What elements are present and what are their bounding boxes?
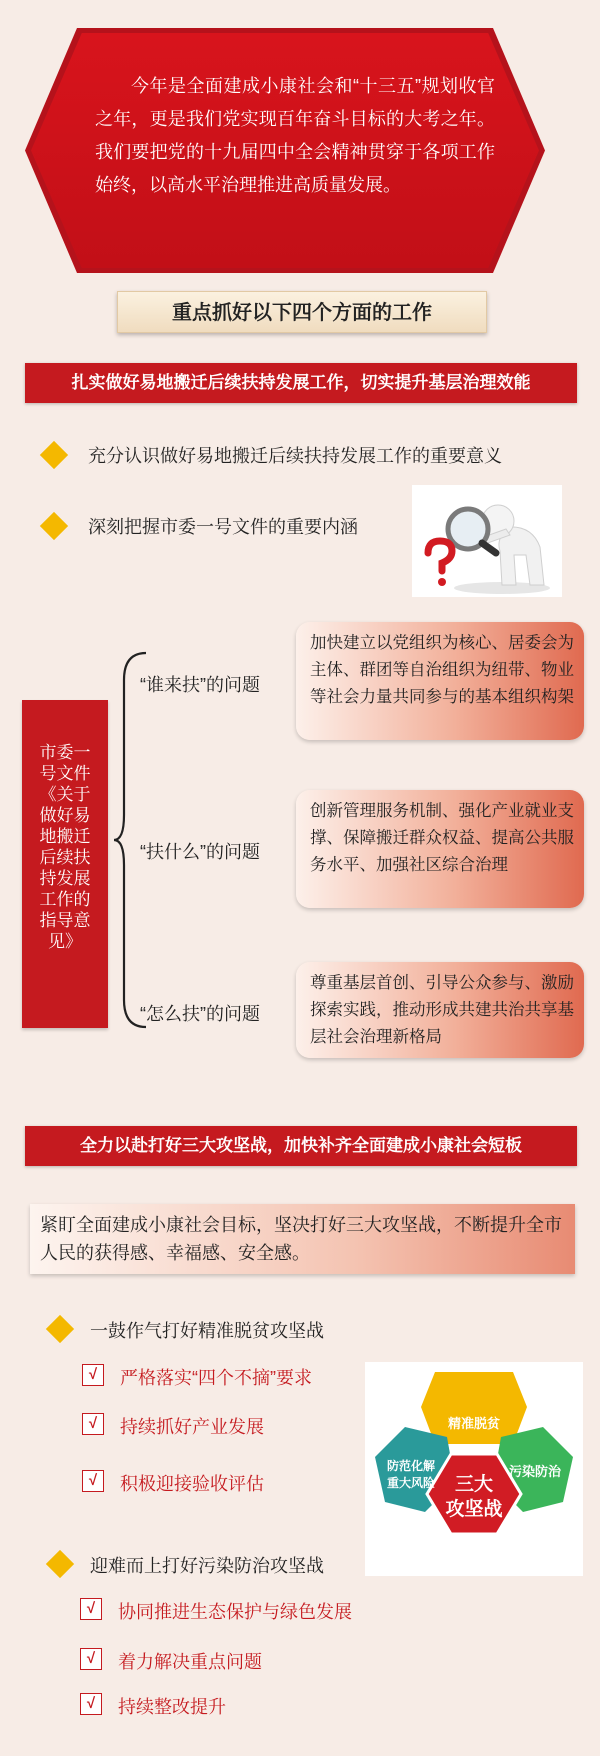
battle2-check-3: 持续整改提升 (118, 1697, 226, 1717)
section1-item-1: 充分认识做好易地搬迁后续扶持发展工作的重要意义 (88, 446, 502, 466)
section2-title: 全力以赴打好三大攻坚战，加快补齐全面建成小康社会短板 (25, 1126, 577, 1166)
diamond-bullet-icon (46, 1550, 74, 1578)
battle1-title: 一鼓作气打好精准脱贫攻坚战 (90, 1321, 324, 1341)
goal-text: 紧盯全面建成小康社会目标，坚决打好三大攻坚战，不断提升全市人民的获得感、幸福感、安全感。 (30, 1204, 575, 1274)
focus-title: 重点抓好以下四个方面的工作 (117, 291, 487, 333)
answer-what: 创新管理服务机制、强化产业就业支撑、保障搬迁群众权益、提高公共服务水平、加强社区综合治理 (296, 790, 584, 908)
checkbox-icon: √ (82, 1364, 104, 1386)
diamond-bullet-icon (40, 441, 68, 469)
battle-left-label: 防范化解 (386, 1459, 436, 1473)
battle1-check-3: 积极迎接验收评估 (120, 1474, 264, 1494)
checkbox-icon: √ (80, 1648, 102, 1670)
diamond-bullet-icon (46, 1315, 74, 1343)
section1-item-2: 深刻把握市委一号文件的重要内涵 (88, 517, 358, 537)
question-how: “怎么扶”的问题 (140, 1004, 260, 1024)
checkbox-icon: √ (80, 1693, 102, 1715)
question-what: “扶什么”的问题 (140, 842, 260, 862)
battle2-check-1: 协同推进生态保护与绿色发展 (118, 1602, 352, 1622)
battle-left-label-2: 重大风险 (386, 1476, 436, 1490)
battle-right-label: 污染防治 (508, 1465, 562, 1480)
battle2-title: 迎难而上打好污染防治攻坚战 (90, 1556, 324, 1576)
checkbox-icon: √ (80, 1598, 102, 1620)
battle-center-label-2: 攻坚战 (445, 1498, 503, 1520)
battle-center-label: 三大 (454, 1473, 494, 1495)
battle-top-label: 精准脱贫 (447, 1417, 501, 1432)
checkbox-icon: √ (82, 1413, 104, 1435)
intro-text: 今年是全面建成小康社会和“十三五”规划收官之年，更是我们党实现百年奋斗目标的大考之年。我们要把党的十九届四中全会精神贯穿于各项工作始终，以高水平治理推进高质量发展。 (95, 76, 495, 195)
section1-title: 扎实做好易地搬迁后续扶持发展工作，切实提升基层治理效能 (25, 363, 577, 403)
magnifier-question-icon (412, 485, 562, 597)
question-who: “谁来扶”的问题 (140, 675, 260, 695)
battle-top-shape (421, 1372, 527, 1444)
battle2-check-2: 着力解决重点问题 (118, 1652, 262, 1672)
answer-how: 尊重基层首创、引导公众参与、激励探索实践，推动形成共建共治共享基层社会治理新格局 (296, 962, 584, 1058)
battle1-check-1: 严格落实“四个不摘”要求 (120, 1368, 312, 1388)
answer-who: 加快建立以党组织为核心、居委会为主体、群团等自治组织为纽带、物业等社会力量共同参与的基本组织构架 (296, 622, 584, 740)
checkbox-icon: √ (82, 1470, 104, 1492)
three-battles-diagram (365, 1362, 583, 1576)
document-title-box: 市委一号文件《关于做好易地搬迁后续扶持发展工作的指导意见》 (22, 700, 108, 1028)
magnifier-illustration (412, 485, 562, 597)
battle1-check-2: 持续抓好产业发展 (120, 1417, 264, 1437)
diamond-bullet-icon (40, 512, 68, 540)
